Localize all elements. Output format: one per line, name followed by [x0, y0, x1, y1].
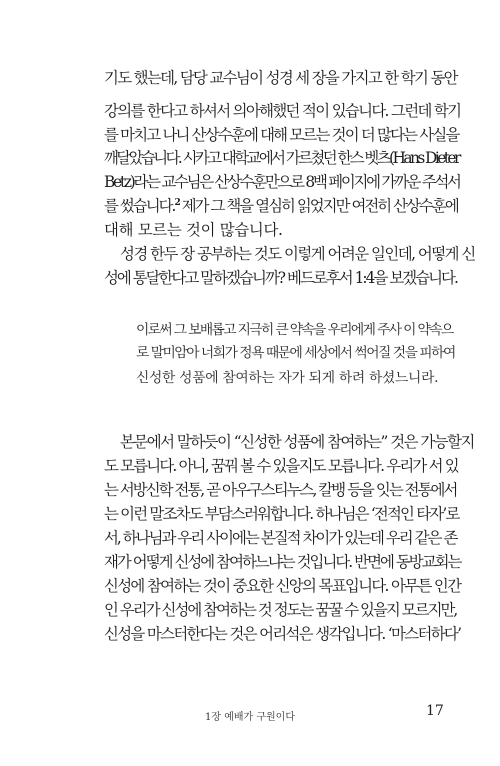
- body-text-line: 는 이런 말조차도 부담스러워합니다. 하나님은 ‘전적인 타자’로: [104, 505, 459, 523]
- body-text-line: 는 서방신학 전통, 곧 아우구스티누스, 칼뱅 등을 잇는 전통에서: [104, 481, 457, 499]
- body-text-line: 를 마치고 나니 산상수훈에 대해 모르는 것이 더 많다는 사실을: [104, 126, 459, 144]
- body-text-line: 재가 어떻게 신성에 참여하느냐는 것입니다. 반면에 동방교회는: [104, 553, 461, 571]
- body-text-line: 대해 모르는 것이 많습니다.: [104, 221, 283, 239]
- body-text-line: 인 우리가 신성에 참여하는 것 정도는 꿈꿀 수 있을지 모르지만,: [104, 601, 457, 619]
- body-text-line: 신성을 마스터한다는 것은 어리석은 생각입니다. ‘마스터하다’: [104, 625, 461, 643]
- quote-line: 이로써 그 보배롭고 지극히 큰 약속을 우리에게 주사 이 약속으: [136, 322, 453, 338]
- body-text-line: 깨달았습니다. 시카고 대학교에서 가르쳤던 한스 벳츠(Hans Dieter: [104, 149, 459, 167]
- body-text-line: Betz)라는 교수님은 산상수훈만으로 8백 페이지에 가까운 주석서: [104, 173, 460, 191]
- running-title: 1장 예배가 구원이다: [205, 712, 295, 723]
- body-text-line: 도 모릅니다. 아니, 꿈꿔 볼 수 있을지도 모릅니다. 우리가 서 있: [104, 457, 458, 475]
- body-text-line: 성에 통달한다고 말하겠습니까? 베드로후서 1:4을 보겠습니다.: [104, 269, 457, 287]
- body-text-line: 본문에서 말하듯이 “신성한 성품에 참여하는” 것은 가능할지: [120, 433, 474, 451]
- body-text-line: 서, 하나님과 우리 사이에는 본질적 차이가 있는데 우리 같은 존: [104, 529, 457, 547]
- footnote-reference[interactable]: 2: [174, 197, 179, 208]
- quote-line: 신성한 성품에 참여하는 자가 되게 하려 하셨느니라.: [136, 370, 439, 386]
- body-text-fragment: 를 썼습니다.: [104, 197, 175, 215]
- body-text-line: 기도 했는데, 담당 교수님이 성경 세 장을 가지고 한 학기 동안: [104, 69, 457, 87]
- body-text-fragment: 제가 그 책을 열심히 읽었지만 여전히 산상수훈에: [178, 197, 458, 215]
- quote-line: 로 말미암아 너희가 정욕 때문에 세상에서 썩어질 것을 피하여: [136, 345, 455, 361]
- body-text-line: [104, 196, 460, 216]
- body-text-line: 성경 한두 장 공부하는 것도 이렇게 어려운 일인데, 어떻게 신: [120, 245, 475, 263]
- page-number: 17: [426, 703, 444, 719]
- body-text-line: 강의를 한다고 하셔서 의아해했던 적이 있습니다. 그런데 학기: [104, 102, 461, 120]
- body-text-line: 신성에 참여하는 것이 중요한 신앙의 목표입니다. 아무튼 인간: [104, 577, 461, 595]
